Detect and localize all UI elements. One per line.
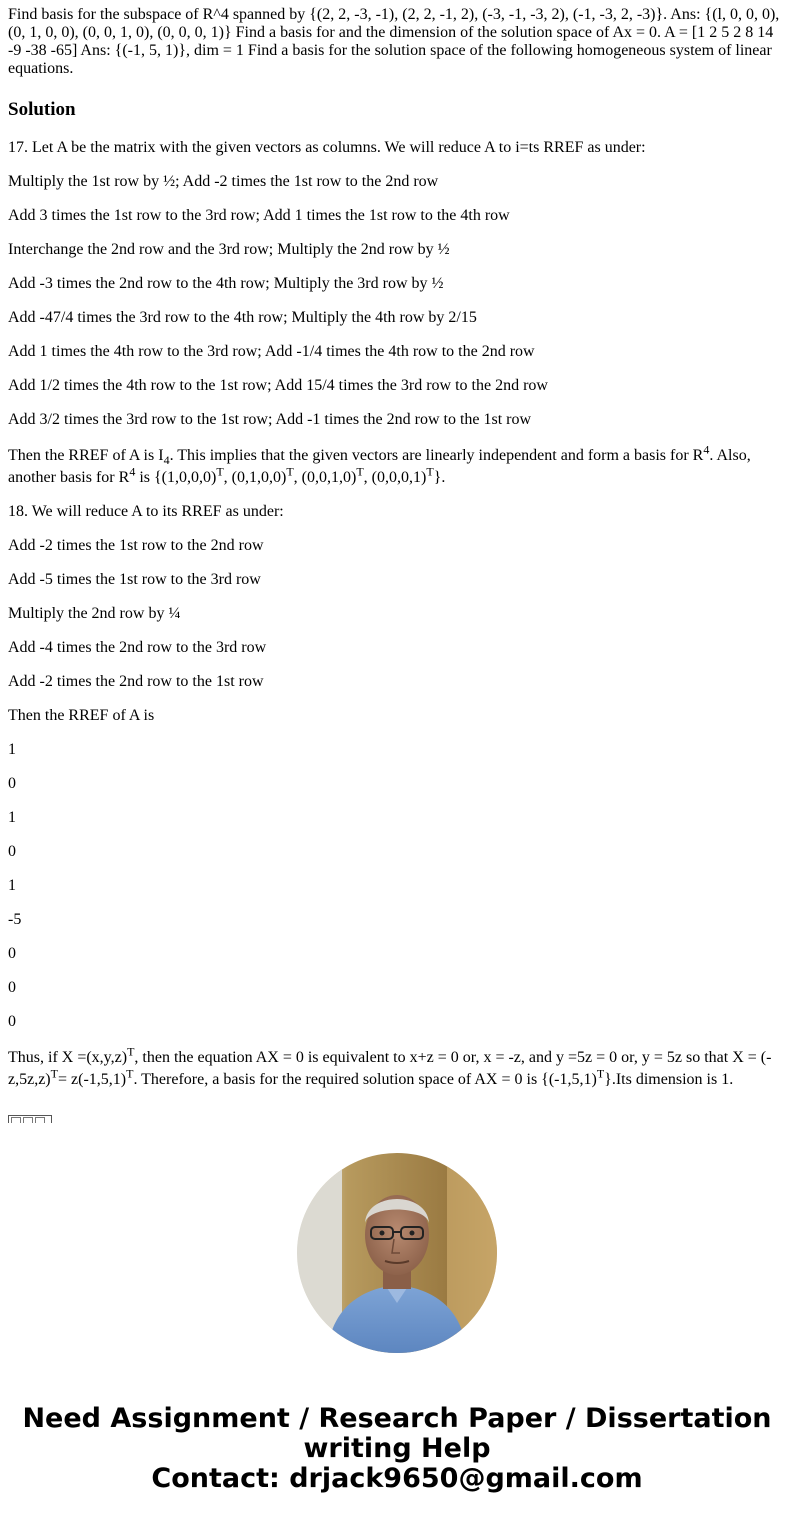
p18-step: Add -5 times the 1st row to the 3rd row xyxy=(8,571,261,588)
rref-value: -5 xyxy=(8,911,22,928)
footer-contact: Contact: drjack9650@gmail.com xyxy=(151,1463,643,1494)
rref-value: 1 xyxy=(8,741,16,758)
rref-value: 0 xyxy=(8,1013,16,1030)
question-text: Find basis for the subspace of R^4 spanned by {(2, 2, -3, -1), (2, 2, -1, 2), (-3, -1, -3, 2), (-1, -3, 2, -3)}. Ans: {(l, 0, 0, 0), (0, 1, 0, 0), (0, 0, 1, 0), (0, 0, 0, 1)} Find a basis for and the dimension of the solution space of Ax = 0. A = [1 2 5 2 8 14 -9 -38 -65] Ans: {(-1, 5, 1)}, dim = 1 Find a basis for the solution space of the following homogeneous system of linear equations. xyxy=(8,6,780,77)
p18-step: Multiply the 2nd row by ¼ xyxy=(8,605,181,622)
broken-image-icon xyxy=(8,1115,52,1123)
broken-image-icon-cell xyxy=(23,1117,33,1123)
rref-value: 0 xyxy=(8,979,16,996)
rref-value: 0 xyxy=(8,945,16,962)
solution-heading: Solution xyxy=(8,99,76,120)
rref-value: 0 xyxy=(8,775,16,792)
rref-value: 0 xyxy=(8,843,16,860)
avatar xyxy=(297,1153,497,1353)
p17-conclusion: Then the RREF of A is $I_4$. This implies that the given vectors are linearly independent and form a basis for $R^4$. Also, another basis for $R^4$ is {$(1,0,0,0)^T$, $(0,1,0,0)^T$, $(0,0,1,0)^T$, $(0,0,0,1)^T$}. xyxy=(8,442,751,486)
p17-step: Add 1/2 times the 4th row to the 1st row; Add 15/4 times the 3rd row to the 2nd row xyxy=(8,377,548,394)
p18-conclusion: Thus, if $X =(x,y,z)^T$, then the equation AX = 0 is equivalent to x+z = 0 or, x = -z, and y =5z = 0 or, y = 5z so that $X = (-z,5z,z)^T= z(-1,5,1)^T$. Therefore, a basis for the required solution space of AX = 0 is $\{(-1,5,1)^T\}.Its$ dimension is 1. xyxy=(8,1044,772,1088)
rref-value: 1 xyxy=(8,809,16,826)
p17-step: Interchange the 2nd row and the 3rd row; Multiply the 2nd row by ½ xyxy=(8,241,450,258)
avatar-portrait xyxy=(297,1153,497,1353)
p18-intro: 18. We will reduce A to its RREF as under: xyxy=(8,503,284,520)
p17-step: Add 3 times the 1st row to the 3rd row; Add 1 times the 1st row to the 4th row xyxy=(8,207,510,224)
p18-steps xyxy=(8,537,786,1031)
p18-step: Add -2 times the 1st row to the 2nd row xyxy=(8,537,264,554)
p18-step: Then the RREF of A is xyxy=(8,707,155,724)
p17-step: Add -3 times the 2nd row to the 4th row; Multiply the 3rd row by ½ xyxy=(8,275,444,292)
footer-line: Need Assignment / Research Paper / Dissertation xyxy=(22,1403,772,1434)
p18-step: Add -2 times the 2nd row to the 1st row xyxy=(8,673,264,690)
broken-image-icon-cell xyxy=(35,1117,45,1123)
rref-value: 1 xyxy=(8,877,16,894)
p17-intro: 17. Let A be the matrix with the given vectors as columns. We will reduce A to i=ts RREF as under: xyxy=(8,139,646,156)
p17-step: Add -47/4 times the 3rd row to the 4th row; Multiply the 4th row by 2/15 xyxy=(8,309,477,326)
broken-image-icon-cell xyxy=(11,1117,21,1123)
footer-line: writing Help xyxy=(303,1433,491,1464)
p17-step: Add 1 times the 4th row to the 3rd row; Add -1/4 times the 4th row to the 2nd row xyxy=(8,343,535,360)
p17-step: Multiply the 1st row by ½; Add -2 times the 1st row to the 2nd row xyxy=(8,173,439,190)
footer-banner xyxy=(0,1404,794,1494)
article-content xyxy=(8,6,786,1105)
p18-step: Add -4 times the 2nd row to the 3rd row xyxy=(8,639,267,656)
p17-step: Add 3/2 times the 3rd row to the 1st row; Add -1 times the 2nd row to the 1st row xyxy=(8,411,532,428)
